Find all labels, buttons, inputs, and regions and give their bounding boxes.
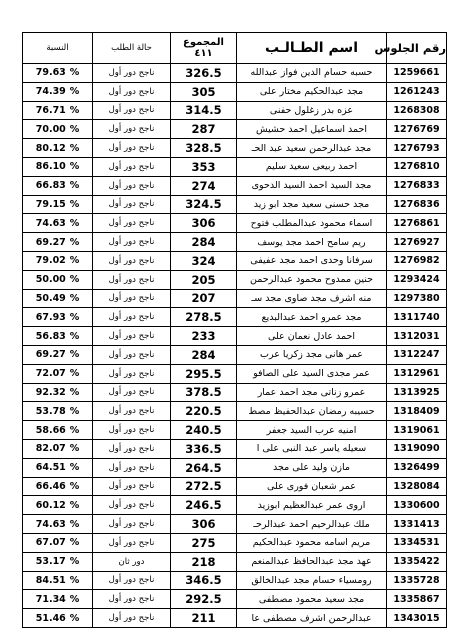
- total-score-cell: 378.5: [171, 383, 237, 402]
- percentage-cell: [23, 515, 93, 534]
- status-cell: ناجح دور أول: [93, 364, 171, 383]
- header-row: [23, 33, 447, 64]
- percentage-cell: [23, 477, 93, 496]
- seat-number-cell: 1312247: [387, 345, 447, 364]
- percentage-value: 74.63: [35, 217, 66, 229]
- percentage-value: 56.83: [35, 330, 66, 342]
- table-row: [23, 402, 447, 421]
- status-cell: ناجح دور أول: [93, 139, 171, 158]
- student-name-cell: امنيه عرب السيد جعفر: [237, 421, 387, 440]
- percent-sign: %: [69, 499, 80, 511]
- percentage-cell: [23, 327, 93, 346]
- percentage-value: 79.63: [35, 67, 66, 79]
- student-name-cell: احمد عادل نعمان على: [237, 327, 387, 346]
- percent-sign: %: [69, 462, 80, 474]
- status-cell: ناجح دور أول: [93, 402, 171, 421]
- status-cell: ناجح دور أول: [93, 609, 171, 628]
- seat-number-cell: 1328084: [387, 477, 447, 496]
- percent-sign: %: [69, 386, 80, 398]
- percent-sign: %: [69, 537, 80, 549]
- total-score-cell: 220.5: [171, 402, 237, 421]
- percent-sign: %: [69, 556, 80, 568]
- seat-number-cell: 1334531: [387, 533, 447, 552]
- student-name-cell: عمرو زناتى مجد احمد عمار: [237, 383, 387, 402]
- percent-sign: %: [69, 217, 80, 229]
- status-cell: ناجح دور أول: [93, 64, 171, 83]
- status-cell: ناجح دور أول: [93, 233, 171, 252]
- student-name-cell: احمد اسماعيل احمد حشيش: [237, 120, 387, 139]
- percentage-value: 51.46: [35, 612, 66, 624]
- seat-number-cell: 1293424: [387, 270, 447, 289]
- percentage-cell: [23, 270, 93, 289]
- seat-number-cell: 1261243: [387, 82, 447, 101]
- percentage-value: 86.10: [35, 161, 66, 173]
- percent-sign: %: [69, 405, 80, 417]
- percentage-cell: [23, 308, 93, 327]
- table-row: [23, 439, 447, 458]
- student-name-cell: سعيله ياسر عبد النبى على ا: [237, 439, 387, 458]
- status-cell: ناجح دور أول: [93, 120, 171, 139]
- percentage-value: 79.02: [35, 255, 66, 267]
- percentage-value: 66.46: [35, 480, 66, 492]
- results-body: [23, 64, 447, 628]
- table-row: [23, 533, 447, 552]
- percentage-value: 84.51: [35, 574, 66, 586]
- student-name-cell: مجد عمرو احمد عبدالبديع: [237, 308, 387, 327]
- status-cell: دور ثان: [93, 552, 171, 571]
- header-total: [171, 33, 237, 64]
- table-row: [23, 571, 447, 590]
- status-cell: ناجح دور أول: [93, 214, 171, 233]
- status-cell: ناجح دور أول: [93, 195, 171, 214]
- percentage-cell: [23, 289, 93, 308]
- table-row: [23, 458, 447, 477]
- percentage-value: 71.34: [35, 593, 66, 605]
- student-name-cell: رومسياء حسام مجد عبدالخالق: [237, 571, 387, 590]
- total-score-cell: 246.5: [171, 496, 237, 515]
- percent-sign: %: [69, 330, 80, 342]
- percentage-cell: [23, 233, 93, 252]
- total-score-cell: 284: [171, 233, 237, 252]
- total-score-cell: 278.5: [171, 308, 237, 327]
- status-cell: ناجح دور أول: [93, 421, 171, 440]
- total-score-cell: 275: [171, 533, 237, 552]
- student-name-cell: عبدالرحمن اشرف مصطفى عا: [237, 609, 387, 628]
- total-score-cell: 306: [171, 515, 237, 534]
- percentage-cell: [23, 251, 93, 270]
- percentage-value: 74.63: [35, 518, 66, 530]
- seat-number-cell: 1276982: [387, 251, 447, 270]
- student-name-cell: ملك عبدالرحيم احمد عبدالرحـ: [237, 515, 387, 534]
- status-cell: ناجح دور أول: [93, 101, 171, 120]
- seat-number-cell: 1343015: [387, 609, 447, 628]
- student-name-cell: حسبه حسام الدين فواز عبدالله: [237, 64, 387, 83]
- seat-number-cell: 1276793: [387, 139, 447, 158]
- percentage-cell: [23, 195, 93, 214]
- percent-sign: %: [69, 67, 80, 79]
- seat-number-cell: 1326499: [387, 458, 447, 477]
- table-row: [23, 477, 447, 496]
- seat-number-cell: 1259661: [387, 64, 447, 83]
- seat-number-cell: 1312031: [387, 327, 447, 346]
- header-total-label: المجموع: [183, 37, 224, 48]
- percentage-value: 53.17: [35, 556, 66, 568]
- percent-sign: %: [69, 161, 80, 173]
- percent-sign: %: [69, 311, 80, 323]
- total-score-cell: 295.5: [171, 364, 237, 383]
- status-cell: ناجح دور أول: [93, 308, 171, 327]
- status-cell: ناجح دور أول: [93, 327, 171, 346]
- header-seat-number: رقم الجلوس: [387, 33, 447, 64]
- seat-number-cell: 1276769: [387, 120, 447, 139]
- seat-number-cell: 1319061: [387, 421, 447, 440]
- total-score-cell: 264.5: [171, 458, 237, 477]
- percentage-value: 74.39: [35, 86, 66, 98]
- percentage-value: 79.15: [35, 198, 66, 210]
- total-score-cell: 240.5: [171, 421, 237, 440]
- percentage-cell: [23, 571, 93, 590]
- total-score-cell: 346.5: [171, 571, 237, 590]
- table-row: [23, 308, 447, 327]
- total-score-cell: 287: [171, 120, 237, 139]
- seat-number-cell: 1276861: [387, 214, 447, 233]
- seat-number-cell: 1312961: [387, 364, 447, 383]
- status-cell: ناجح دور أول: [93, 533, 171, 552]
- seat-number-cell: 1318409: [387, 402, 447, 421]
- total-score-cell: 326.5: [171, 64, 237, 83]
- percent-sign: %: [69, 574, 80, 586]
- student-name-cell: عمر مجدى السيد على الصافو: [237, 364, 387, 383]
- table-row: [23, 233, 447, 252]
- percent-sign: %: [69, 424, 80, 436]
- status-cell: ناجح دور أول: [93, 590, 171, 609]
- percent-sign: %: [69, 104, 80, 116]
- percent-sign: %: [69, 349, 80, 361]
- header-total-max: ٤١١: [194, 48, 213, 59]
- percentage-cell: [23, 590, 93, 609]
- percent-sign: %: [69, 593, 80, 605]
- percentage-value: 67.93: [35, 311, 66, 323]
- table-row: [23, 552, 447, 571]
- percentage-cell: [23, 139, 93, 158]
- status-cell: ناجح دور أول: [93, 270, 171, 289]
- table-row: [23, 214, 447, 233]
- percentage-cell: [23, 458, 93, 477]
- percentage-value: 50.49: [35, 292, 66, 304]
- total-score-cell: 284: [171, 345, 237, 364]
- student-name-cell: عزه بدر زغلول حفنى: [237, 101, 387, 120]
- table-row: [23, 251, 447, 270]
- table-row: [23, 139, 447, 158]
- header-student-name: اسم الطـالـب: [237, 33, 387, 64]
- percent-sign: %: [69, 292, 80, 304]
- percentage-cell: [23, 533, 93, 552]
- percentage-value: 69.27: [35, 236, 66, 248]
- results-table: [22, 32, 447, 628]
- percentage-value: 92.32: [35, 386, 66, 398]
- status-cell: ناجح دور أول: [93, 571, 171, 590]
- table-row: [23, 289, 447, 308]
- student-name-cell: حسيبه رمضان عبدالحفيظ مصط: [237, 402, 387, 421]
- percentage-cell: [23, 496, 93, 515]
- table-row: [23, 82, 447, 101]
- seat-number-cell: 1335422: [387, 552, 447, 571]
- status-cell: ناجح دور أول: [93, 289, 171, 308]
- percentage-value: 67.07: [35, 537, 66, 549]
- student-name-cell: مجد عبدالحكيم مختار على: [237, 82, 387, 101]
- percentage-value: 70.00: [35, 123, 66, 135]
- percentage-cell: [23, 101, 93, 120]
- student-name-cell: حنين ممدوح محمود عبدالرحمن: [237, 270, 387, 289]
- student-name-cell: عمر هانى مجد زكريا عرب: [237, 345, 387, 364]
- seat-number-cell: 1330600: [387, 496, 447, 515]
- table-row: [23, 345, 447, 364]
- total-score-cell: 233: [171, 327, 237, 346]
- student-name-cell: اسماء محمود عبدالمطلب فتوح: [237, 214, 387, 233]
- table-row: [23, 176, 447, 195]
- seat-number-cell: 1335867: [387, 590, 447, 609]
- total-score-cell: 274: [171, 176, 237, 195]
- total-score-cell: 292.5: [171, 590, 237, 609]
- percentage-value: 80.12: [35, 142, 66, 154]
- percentage-value: 66.83: [35, 180, 66, 192]
- status-cell: ناجح دور أول: [93, 439, 171, 458]
- student-name-cell: مجد سعيد محمود مصطفى: [237, 590, 387, 609]
- percent-sign: %: [69, 443, 80, 455]
- seat-number-cell: 1313925: [387, 383, 447, 402]
- table-row: [23, 421, 447, 440]
- status-cell: ناجح دور أول: [93, 345, 171, 364]
- seat-number-cell: 1311740: [387, 308, 447, 327]
- percent-sign: %: [69, 274, 80, 286]
- percent-sign: %: [69, 198, 80, 210]
- student-name-cell: مجد عبدالرحمن سعيد عبد الحـ: [237, 139, 387, 158]
- percent-sign: %: [69, 612, 80, 624]
- status-cell: ناجح دور أول: [93, 477, 171, 496]
- percent-sign: %: [69, 236, 80, 248]
- percentage-cell: [23, 214, 93, 233]
- header-status: حالة الطلب: [93, 33, 171, 64]
- total-score-cell: 353: [171, 157, 237, 176]
- percentage-cell: [23, 82, 93, 101]
- table-row: [23, 609, 447, 628]
- percentage-value: 60.12: [35, 499, 66, 511]
- percentage-cell: [23, 402, 93, 421]
- seat-number-cell: 1276833: [387, 176, 447, 195]
- percentage-cell: [23, 421, 93, 440]
- percent-sign: %: [69, 480, 80, 492]
- student-name-cell: ريم سامح احمد مجد يوسف: [237, 233, 387, 252]
- percentage-value: 72.07: [35, 368, 66, 380]
- total-score-cell: 218: [171, 552, 237, 571]
- percentage-cell: [23, 157, 93, 176]
- status-cell: ناجح دور أول: [93, 82, 171, 101]
- student-name-cell: منه اشرف مجد صاوى مجد سـ: [237, 289, 387, 308]
- percentage-value: 53.78: [35, 405, 66, 417]
- status-cell: ناجح دور أول: [93, 515, 171, 534]
- percent-sign: %: [69, 255, 80, 267]
- percentage-value: 76.71: [35, 104, 66, 116]
- table-row: [23, 590, 447, 609]
- percentage-value: 82.07: [35, 443, 66, 455]
- total-score-cell: 207: [171, 289, 237, 308]
- status-cell: ناجح دور أول: [93, 157, 171, 176]
- percentage-cell: [23, 176, 93, 195]
- header-percentage: النسبة: [23, 33, 93, 64]
- student-name-cell: احمد ربيعى سعيد سليم: [237, 157, 387, 176]
- table-row: [23, 157, 447, 176]
- seat-number-cell: 1276927: [387, 233, 447, 252]
- seat-number-cell: 1335728: [387, 571, 447, 590]
- student-name-cell: مريم اسامه محمود عبدالحكيم: [237, 533, 387, 552]
- student-name-cell: اروى عمر عبدالعظيم ابوزيد: [237, 496, 387, 515]
- percentage-value: 64.51: [35, 462, 66, 474]
- status-cell: ناجح دور أول: [93, 251, 171, 270]
- percent-sign: %: [69, 86, 80, 98]
- table-row: [23, 120, 447, 139]
- percentage-cell: [23, 552, 93, 571]
- total-score-cell: 205: [171, 270, 237, 289]
- student-name-cell: مجد حسنى سعيد مجد ابو زيد: [237, 195, 387, 214]
- total-score-cell: 328.5: [171, 139, 237, 158]
- seat-number-cell: 1268308: [387, 101, 447, 120]
- percent-sign: %: [69, 180, 80, 192]
- percentage-cell: [23, 345, 93, 364]
- percentage-cell: [23, 439, 93, 458]
- percentage-value: 58.66: [35, 424, 66, 436]
- total-score-cell: 314.5: [171, 101, 237, 120]
- percentage-value: 69.27: [35, 349, 66, 361]
- total-score-cell: 336.5: [171, 439, 237, 458]
- seat-number-cell: 1331413: [387, 515, 447, 534]
- percentage-cell: [23, 64, 93, 83]
- percent-sign: %: [69, 368, 80, 380]
- percentage-cell: [23, 120, 93, 139]
- seat-number-cell: 1276810: [387, 157, 447, 176]
- percentage-cell: [23, 609, 93, 628]
- percent-sign: %: [69, 518, 80, 530]
- percent-sign: %: [69, 142, 80, 154]
- total-score-cell: 324.5: [171, 195, 237, 214]
- table-row: [23, 383, 447, 402]
- table-row: [23, 270, 447, 289]
- status-cell: ناجح دور أول: [93, 496, 171, 515]
- table-row: [23, 327, 447, 346]
- table-row: [23, 195, 447, 214]
- table-row: [23, 101, 447, 120]
- seat-number-cell: 1276836: [387, 195, 447, 214]
- percentage-cell: [23, 383, 93, 402]
- total-score-cell: 272.5: [171, 477, 237, 496]
- total-score-cell: 324: [171, 251, 237, 270]
- total-score-cell: 305: [171, 82, 237, 101]
- status-cell: ناجح دور أول: [93, 458, 171, 477]
- percent-sign: %: [69, 123, 80, 135]
- student-name-cell: سرفانا وحدى احمد مجد عفيفى: [237, 251, 387, 270]
- table-row: [23, 64, 447, 83]
- student-name-cell: عمر شعبان فورى على: [237, 477, 387, 496]
- table-row: [23, 364, 447, 383]
- table-row: [23, 515, 447, 534]
- status-cell: ناجح دور أول: [93, 383, 171, 402]
- seat-number-cell: 1319090: [387, 439, 447, 458]
- student-name-cell: مجد السيد احمد السيد الدحوى: [237, 176, 387, 195]
- percentage-cell: [23, 364, 93, 383]
- total-score-cell: 211: [171, 609, 237, 628]
- seat-number-cell: 1297380: [387, 289, 447, 308]
- table-row: [23, 496, 447, 515]
- percentage-value: 50.00: [35, 274, 66, 286]
- student-name-cell: مازن وليد على مجد: [237, 458, 387, 477]
- total-score-cell: 306: [171, 214, 237, 233]
- student-name-cell: عهد مجد عبدالحافظ عبدالمنعم: [237, 552, 387, 571]
- status-cell: ناجح دور أول: [93, 176, 171, 195]
